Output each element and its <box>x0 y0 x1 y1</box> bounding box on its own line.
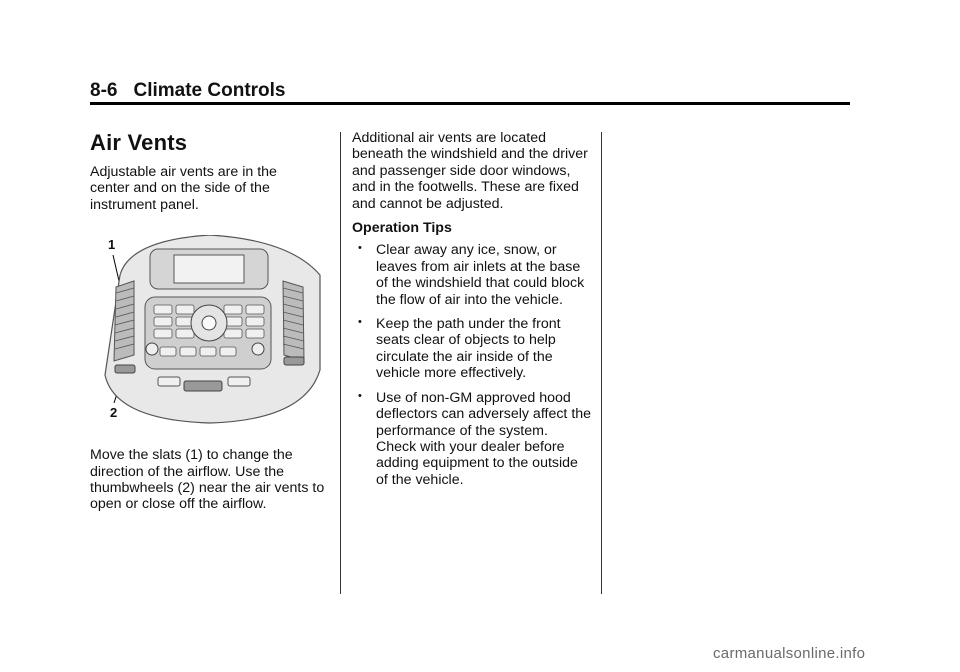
section-heading: Air Vents <box>90 130 188 155</box>
right-thumbwheel <box>284 357 304 365</box>
column-divider-left <box>340 132 341 594</box>
callout-2: 2 <box>110 405 118 421</box>
left-knob <box>146 343 158 355</box>
center-button <box>202 316 216 330</box>
right-column <box>352 130 592 496</box>
tips-list <box>352 242 592 488</box>
left-column <box>90 130 325 513</box>
section-title: Climate Controls <box>133 80 286 101</box>
tip-item: • Keep the path under the front seats clear of objects to help circulate the air inside of the vehicle more effectively. <box>358 316 561 382</box>
additional-vents-paragraph: Additional air vents are located beneath the windshield and the driver and passenger side door windows, and in the footwells. These are fixed and cannot be adjusted. <box>352 130 588 212</box>
page-header <box>90 80 286 102</box>
right-knob <box>252 343 264 355</box>
header-rule <box>90 102 850 105</box>
bottom-left-button <box>158 377 180 386</box>
bullet-icon: • <box>358 242 362 255</box>
bullet-icon: • <box>358 316 362 329</box>
page-number: 8-6 <box>90 80 118 101</box>
figure-caption: Move the slats (1) to change the direction of the airflow. Use the thumbwheels (2) near the air vents to open or close off the airflow. <box>90 447 325 513</box>
display-screen <box>174 255 244 283</box>
bottom-thumbwheel <box>184 381 222 391</box>
air-vents-illustration <box>90 235 325 425</box>
tip-item: • Use of non-GM approved hood deflectors can adversely affect the performance of the system. Check with your dealer before adding equipment to the outside of the vehicle. <box>358 389 592 488</box>
intro-paragraph: Adjustable air vents are in the center and on the side of the instrument panel. <box>90 164 277 213</box>
instrument-panel-drawing <box>90 235 325 425</box>
tips-heading: Operation Tips <box>352 220 452 237</box>
bottom-right-button <box>228 377 250 386</box>
left-thumbwheel <box>115 365 135 373</box>
column-divider-right <box>601 132 602 594</box>
callout-1: 1 <box>108 237 116 253</box>
tip-item: • Clear away any ice, snow, or leaves from air inlets at the base of the windshield that could block the flow of air into the vehicle. <box>358 242 585 308</box>
bullet-icon: • <box>358 389 362 402</box>
watermark: carmanualsonline.info <box>713 645 866 662</box>
